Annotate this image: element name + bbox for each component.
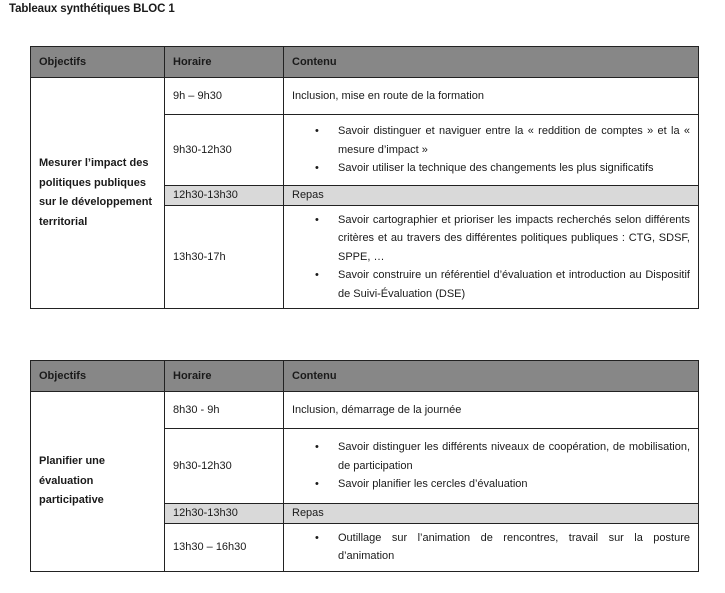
bullet-item bbox=[315, 438, 690, 475]
time-cell: 13h30-17h bbox=[165, 205, 284, 309]
bullet-text: Savoir distinguer et naviguer entre la « reddition de comptes » et la « mesure d’impact » bbox=[338, 125, 690, 156]
bullet-text: Savoir distinguer les différents niveaux de coopération, de mobilisation, de participation bbox=[338, 441, 690, 472]
bullet-text: Savoir cartographier et prioriser les impacts recherchés selon différents critères et au travers des différentes politiques publiques : CTG, SDSF, SPPE, … bbox=[338, 213, 690, 263]
bullet-icon: • bbox=[315, 478, 319, 491]
content-cell bbox=[284, 523, 699, 571]
content-cell: Repas bbox=[284, 186, 699, 206]
time-cell: 9h30-12h30 bbox=[165, 115, 284, 186]
table-header-row bbox=[31, 47, 699, 78]
header-objectifs: Objectifs bbox=[31, 361, 165, 392]
bullet-item bbox=[315, 159, 690, 178]
bullet-list bbox=[292, 117, 690, 183]
time-cell: 9h – 9h30 bbox=[165, 78, 284, 115]
bullet-icon: • bbox=[315, 162, 319, 175]
time-cell: 13h30 – 16h30 bbox=[165, 523, 284, 571]
bullet-text: Outillage sur l’animation de rencontres, travail sur la posture d’animation bbox=[338, 531, 690, 562]
bullet-text: Savoir utiliser la technique des changements les plus significatifs bbox=[338, 162, 654, 175]
table-row bbox=[31, 78, 699, 115]
content-cell: Inclusion, démarrage de la journée bbox=[284, 392, 699, 429]
document-title: Tableaux synthétiques BLOC 1 bbox=[9, 3, 175, 15]
content-cell bbox=[284, 205, 699, 309]
header-objectifs: Objectifs bbox=[31, 47, 165, 78]
time-cell: 12h30-13h30 bbox=[165, 186, 284, 206]
bullet-icon: • bbox=[315, 269, 319, 281]
bullet-item bbox=[315, 211, 690, 267]
bullet-item bbox=[315, 475, 690, 494]
table-header-row bbox=[31, 361, 699, 392]
content-cell: Inclusion, mise en route de la formation bbox=[284, 78, 699, 115]
objective-cell: Mesurer l’impact des politiques publiques sur le développement territorial bbox=[31, 78, 165, 309]
bullet-list bbox=[292, 433, 690, 499]
time-cell: 9h30-12h30 bbox=[165, 429, 284, 504]
content-cell: Repas bbox=[284, 504, 699, 524]
bullet-text: Savoir planifier les cercles d’évaluation bbox=[338, 478, 528, 491]
time-cell: 12h30-13h30 bbox=[165, 504, 284, 524]
bullet-icon: • bbox=[315, 531, 319, 544]
schedule-table-bloc1-day2 bbox=[30, 360, 699, 572]
schedule-table-bloc1-day1 bbox=[30, 46, 699, 309]
objective-cell: Planifier une évaluation participative bbox=[31, 392, 165, 572]
bullet-list bbox=[292, 524, 690, 571]
bullet-list bbox=[292, 206, 690, 309]
header-contenu: Contenu bbox=[284, 361, 699, 392]
content-cell bbox=[284, 429, 699, 504]
bullet-item bbox=[315, 529, 690, 566]
bullet-icon: • bbox=[315, 213, 319, 226]
bullet-icon: • bbox=[315, 441, 319, 454]
time-cell: 8h30 - 9h bbox=[165, 392, 284, 429]
header-horaire: Horaire bbox=[165, 47, 284, 78]
bullet-item bbox=[315, 266, 690, 303]
header-contenu: Contenu bbox=[284, 47, 699, 78]
table-row bbox=[31, 392, 699, 429]
bullet-item bbox=[315, 122, 690, 159]
bullet-icon: • bbox=[315, 125, 319, 138]
header-horaire: Horaire bbox=[165, 361, 284, 392]
content-cell bbox=[284, 115, 699, 186]
bullet-text: Savoir construire un référentiel d’évaluation et introduction au Dispositif de Suivi-Évaluation (DSE) bbox=[338, 269, 690, 300]
